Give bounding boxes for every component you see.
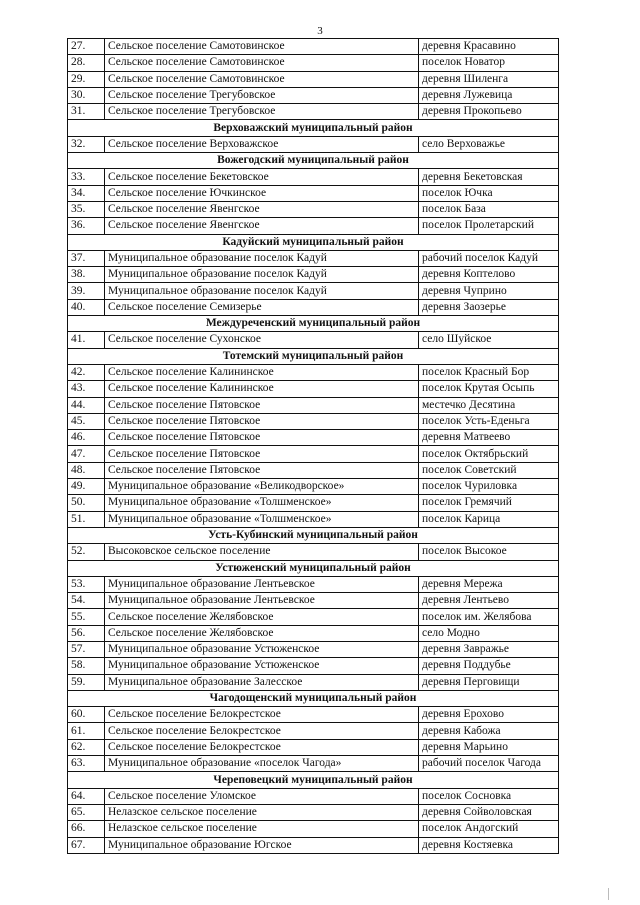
- table-row: [68, 218, 559, 234]
- table-row: [68, 381, 559, 397]
- settlement-name: Сельское поселение Белокрестское: [105, 723, 419, 739]
- table-row: [68, 364, 559, 380]
- locality-name: деревня Лужевица: [419, 87, 559, 103]
- page-number: 3: [317, 25, 323, 37]
- row-number: 63.: [68, 756, 105, 772]
- row-number: 41.: [68, 332, 105, 348]
- table-row: [68, 723, 559, 739]
- locality-name: поселок Пролетарский: [419, 218, 559, 234]
- settlement-name: Сельское поселение Самотовинское: [105, 71, 419, 87]
- row-number: 39.: [68, 283, 105, 299]
- table-row: [68, 267, 559, 283]
- row-number: 27.: [68, 39, 105, 55]
- row-number: 61.: [68, 723, 105, 739]
- settlement-name: Нелазское сельское поселение: [105, 804, 419, 820]
- table-row: [68, 169, 559, 185]
- locality-name: деревня Красавино: [419, 39, 559, 55]
- locality-name: деревня Бекетовская: [419, 169, 559, 185]
- table-row: [68, 136, 559, 152]
- locality-name: поселок Чуриловка: [419, 479, 559, 495]
- table-row: [68, 185, 559, 201]
- row-number: 62.: [68, 739, 105, 755]
- row-number: 58.: [68, 658, 105, 674]
- locality-name: поселок Ючка: [419, 185, 559, 201]
- table-row: [68, 544, 559, 560]
- table-row: [68, 837, 559, 853]
- row-number: 59.: [68, 674, 105, 690]
- locality-name: деревня Кабожа: [419, 723, 559, 739]
- locality-name: село Модно: [419, 625, 559, 641]
- district-title: Устюженский муниципальный район: [68, 560, 559, 576]
- settlement-name: Сельское поселение Желябовское: [105, 609, 419, 625]
- district-header-row: [68, 234, 559, 250]
- row-number: 35.: [68, 201, 105, 217]
- locality-name: поселок Карица: [419, 511, 559, 527]
- settlement-name: Высоковское сельское поселение: [105, 544, 419, 560]
- row-number: 43.: [68, 381, 105, 397]
- locality-name: деревня Марьино: [419, 739, 559, 755]
- settlement-name: Сельское поселение Белокрестское: [105, 707, 419, 723]
- settlement-name: Сельское поселение Пятовское: [105, 430, 419, 446]
- settlement-name: Муниципальное образование поселок Кадуй: [105, 283, 419, 299]
- settlement-name: Муниципальное образование «Великодворское»: [105, 479, 419, 495]
- settlement-name: Сельское поселение Калининское: [105, 364, 419, 380]
- table-row: [68, 430, 559, 446]
- table-row: [68, 71, 559, 87]
- settlement-name: Муниципальное образование Лентьевское: [105, 576, 419, 592]
- row-number: 29.: [68, 71, 105, 87]
- row-number: 45.: [68, 413, 105, 429]
- settlement-name: Сельское поселение Белокрестское: [105, 739, 419, 755]
- district-header-row: [68, 772, 559, 788]
- locality-name: поселок Андогский: [419, 821, 559, 837]
- table-row: [68, 707, 559, 723]
- district-title: Усть-Кубинский муниципальный район: [68, 527, 559, 543]
- row-number: 33.: [68, 169, 105, 185]
- locality-name: деревня Чуприно: [419, 283, 559, 299]
- settlement-name: Сельское поселение Верховажское: [105, 136, 419, 152]
- district-title: Вожегодский муниципальный район: [68, 153, 559, 169]
- locality-name: деревня Коптелово: [419, 267, 559, 283]
- district-title: Кадуйский муниципальный район: [68, 234, 559, 250]
- locality-name: поселок Новатор: [419, 55, 559, 71]
- locality-name: поселок Усть-Еденьга: [419, 413, 559, 429]
- locality-name: рабочий поселок Чагода: [419, 756, 559, 772]
- row-number: 46.: [68, 430, 105, 446]
- table-row: [68, 739, 559, 755]
- settlement-name: Сельское поселение Ючкинское: [105, 185, 419, 201]
- settlement-name: Сельское поселение Пятовское: [105, 446, 419, 462]
- locality-name: деревня Матвеево: [419, 430, 559, 446]
- district-header-row: [68, 348, 559, 364]
- settlements-table-body: [68, 39, 559, 854]
- table-row: [68, 625, 559, 641]
- settlement-name: Муниципальное образование Залесское: [105, 674, 419, 690]
- row-number: 64.: [68, 788, 105, 804]
- district-title: Череповецкий муниципальный район: [68, 772, 559, 788]
- district-title: Междуреченский муниципальный район: [68, 316, 559, 332]
- table-row: [68, 821, 559, 837]
- row-number: 56.: [68, 625, 105, 641]
- settlement-name: Сельское поселение Бекетовское: [105, 169, 419, 185]
- table-row: [68, 55, 559, 71]
- row-number: 36.: [68, 218, 105, 234]
- settlement-name: Муниципальное образование Устюженское: [105, 641, 419, 657]
- row-number: 54.: [68, 593, 105, 609]
- row-number: 48.: [68, 462, 105, 478]
- table-row: [68, 462, 559, 478]
- row-number: 51.: [68, 511, 105, 527]
- table-row: [68, 495, 559, 511]
- row-number: 40.: [68, 299, 105, 315]
- locality-name: деревня Завражье: [419, 641, 559, 657]
- district-title: Чагодощенский муниципальный район: [68, 690, 559, 706]
- settlement-name: Сельское поселение Семизерье: [105, 299, 419, 315]
- settlement-name: Сельское поселение Трегубовское: [105, 104, 419, 120]
- settlement-name: Сельское поселение Сухонское: [105, 332, 419, 348]
- table-row: [68, 201, 559, 217]
- table-row: [68, 658, 559, 674]
- locality-name: деревня Заозерье: [419, 299, 559, 315]
- locality-name: рабочий поселок Кадуй: [419, 250, 559, 266]
- settlement-name: Сельское поселение Пятовское: [105, 413, 419, 429]
- row-number: 67.: [68, 837, 105, 853]
- locality-name: деревня Прокопьево: [419, 104, 559, 120]
- settlement-name: Муниципальное образование Лентьевское: [105, 593, 419, 609]
- locality-name: поселок Высокое: [419, 544, 559, 560]
- table-row: [68, 511, 559, 527]
- table-row: [68, 39, 559, 55]
- settlement-name: Муниципальное образование «Толшменское»: [105, 511, 419, 527]
- row-number: 38.: [68, 267, 105, 283]
- table-row: [68, 641, 559, 657]
- table-row: [68, 332, 559, 348]
- settlement-name: Сельское поселение Самотовинское: [105, 39, 419, 55]
- table-row: [68, 804, 559, 820]
- table-row: [68, 397, 559, 413]
- table-row: [68, 756, 559, 772]
- district-header-row: [68, 560, 559, 576]
- locality-name: село Верховажье: [419, 136, 559, 152]
- settlement-name: Муниципальное образование Устюженское: [105, 658, 419, 674]
- locality-name: поселок Советский: [419, 462, 559, 478]
- locality-name: поселок Сосновка: [419, 788, 559, 804]
- settlement-name: Муниципальное образование Югское: [105, 837, 419, 853]
- locality-name: поселок им. Желябова: [419, 609, 559, 625]
- row-number: 31.: [68, 104, 105, 120]
- district-title: Тотемский муниципальный район: [68, 348, 559, 364]
- row-number: 60.: [68, 707, 105, 723]
- settlement-name: Сельское поселение Калининское: [105, 381, 419, 397]
- row-number: 50.: [68, 495, 105, 511]
- locality-name: поселок Крутая Осыпь: [419, 381, 559, 397]
- settlement-name: Сельское поселение Пятовское: [105, 462, 419, 478]
- margin-mark: [608, 888, 609, 900]
- row-number: 55.: [68, 609, 105, 625]
- row-number: 28.: [68, 55, 105, 71]
- row-number: 57.: [68, 641, 105, 657]
- district-header-row: [68, 527, 559, 543]
- district-header-row: [68, 690, 559, 706]
- table-row: [68, 576, 559, 592]
- row-number: 65.: [68, 804, 105, 820]
- row-number: 37.: [68, 250, 105, 266]
- locality-name: деревня Перговищи: [419, 674, 559, 690]
- settlement-name: Нелазское сельское поселение: [105, 821, 419, 837]
- table-row: [68, 479, 559, 495]
- settlement-name: Сельское поселение Пятовское: [105, 397, 419, 413]
- settlement-name: Муниципальное образование поселок Кадуй: [105, 267, 419, 283]
- row-number: 52.: [68, 544, 105, 560]
- table-row: [68, 593, 559, 609]
- locality-name: село Шуйское: [419, 332, 559, 348]
- settlement-name: Сельское поселение Самотовинское: [105, 55, 419, 71]
- table-row: [68, 674, 559, 690]
- locality-name: поселок База: [419, 201, 559, 217]
- table-row: [68, 87, 559, 103]
- locality-name: поселок Октябрьский: [419, 446, 559, 462]
- locality-name: деревня Сойволовская: [419, 804, 559, 820]
- settlement-name: Сельское поселение Желябовское: [105, 625, 419, 641]
- district-header-row: [68, 316, 559, 332]
- table-row: [68, 788, 559, 804]
- row-number: 42.: [68, 364, 105, 380]
- locality-name: деревня Ерохово: [419, 707, 559, 723]
- row-number: 66.: [68, 821, 105, 837]
- row-number: 44.: [68, 397, 105, 413]
- table-row: [68, 299, 559, 315]
- locality-name: деревня Шиленга: [419, 71, 559, 87]
- table-row: [68, 250, 559, 266]
- table-row: [68, 609, 559, 625]
- row-number: 34.: [68, 185, 105, 201]
- district-title: Верховажский муниципальный район: [68, 120, 559, 136]
- settlement-name: Сельское поселение Явенгское: [105, 218, 419, 234]
- row-number: 53.: [68, 576, 105, 592]
- table-row: [68, 446, 559, 462]
- district-header-row: [68, 120, 559, 136]
- settlement-name: Сельское поселение Трегубовское: [105, 87, 419, 103]
- settlement-name: Муниципальное образование «Толшменское»: [105, 495, 419, 511]
- row-number: 32.: [68, 136, 105, 152]
- locality-name: местечко Десятина: [419, 397, 559, 413]
- table-row: [68, 104, 559, 120]
- settlement-name: Сельское поселение Явенгское: [105, 201, 419, 217]
- locality-name: деревня Поддубье: [419, 658, 559, 674]
- settlements-table: [67, 38, 559, 854]
- table-row: [68, 283, 559, 299]
- locality-name: деревня Лентьево: [419, 593, 559, 609]
- row-number: 30.: [68, 87, 105, 103]
- settlement-name: Сельское поселение Уломское: [105, 788, 419, 804]
- locality-name: поселок Гремячий: [419, 495, 559, 511]
- locality-name: деревня Мережа: [419, 576, 559, 592]
- row-number: 49.: [68, 479, 105, 495]
- settlement-name: Муниципальное образование «поселок Чагода»: [105, 756, 419, 772]
- locality-name: деревня Костяевка: [419, 837, 559, 853]
- locality-name: поселок Красный Бор: [419, 364, 559, 380]
- row-number: 47.: [68, 446, 105, 462]
- table-row: [68, 413, 559, 429]
- district-header-row: [68, 153, 559, 169]
- settlement-name: Муниципальное образование поселок Кадуй: [105, 250, 419, 266]
